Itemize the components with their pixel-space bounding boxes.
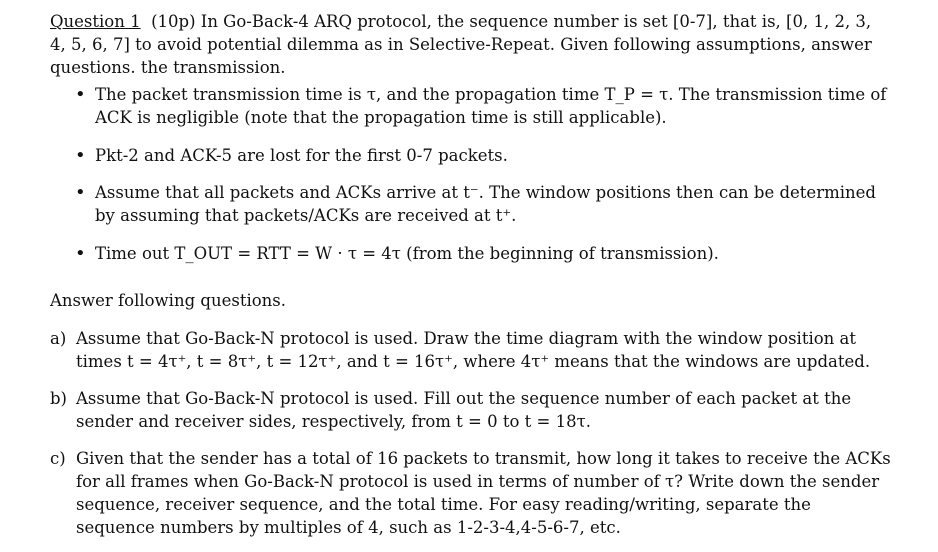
question-intro [50,10,892,79]
question-item-c [50,447,892,539]
assumption-text: The packet transmission time is τ, and the propagation time T_P = τ. The transmission time of ACK is negligible (note that the propagation time is still applicable). [95,85,887,127]
question-item-a [50,327,892,373]
assumption-item [75,181,890,227]
assumption-text: Time out T_OUT = RTT = W · τ = 4τ (from the beginning of transmission). [95,244,719,263]
question-item-text: Assume that Go-Back-N protocol is used. Draw the time diagram with the window position at times t = 4τ⁺, t = 8τ⁺, t = 12τ⁺, and t = 16τ⁺, where 4τ⁺ means that the windows are updated. [76,329,871,371]
question-item-text: Given that the sender has a total of 16 packets to transmit, how long it takes to receive the ACKs for all frames when Go-Back-N protocol is used in terms of number of τ? Write down the sender sequence, receiver sequence, and the total time. For easy reading/writing, separate the sequence numbers by multiples of 4, such as 1-2-3-4,4-5-6-7, etc. [76,449,891,537]
assumption-item [75,242,890,265]
question-item-b [50,387,892,433]
question-label: Question 1 [50,12,141,31]
assumption-text: Pkt-2 and ACK-5 are lost for the first 0-7 packets. [95,146,508,165]
question-item-text: Assume that Go-Back-N protocol is used. Fill out the sequence number of each packet at the sender and receiver sides, respectively, from t = 0 to t = 18τ. [76,389,852,431]
answer-intro: Answer following questions. [50,291,286,310]
question-item-label: b) [50,389,67,408]
assumption-text: Assume that all packets and ACKs arrive at t⁻. The window positions then can be determined by assuming that packets/ACKs are received at t⁺. [95,183,876,225]
question-item-label: c) [50,449,66,468]
assumption-item [75,144,890,167]
assumption-item [75,83,890,129]
question-item-label: a) [50,329,67,348]
question-points: (10p) [151,12,196,31]
question-intro-text: In Go-Back-4 ARQ protocol, the sequence number is set [0-7], that is, [0, 1, 2, 3, 4, 5, 6, 7] to avoid potential dilemma as in Selective-Repeat. Given following assumptions, answer questions. the transmission. [50,12,872,77]
